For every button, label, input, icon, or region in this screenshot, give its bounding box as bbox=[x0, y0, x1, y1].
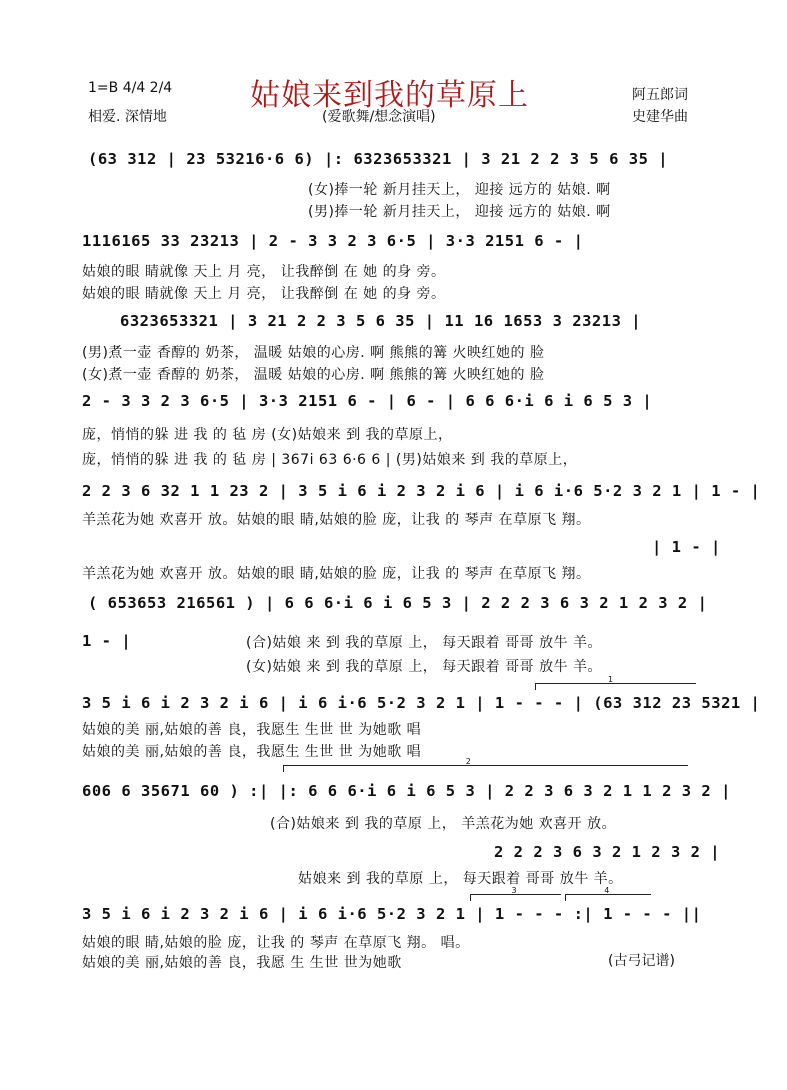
staff-line-2: 1116165 33 23213 | 2 - 3 3 2 3 6·5 | 3·3 2151 6 - | bbox=[82, 232, 584, 250]
lyric-line: (女)捧一轮 新月挂天上， 迎接 远方的 姑娘. 啊 bbox=[308, 182, 611, 198]
lyric-line: (女)姑娘 来 到 我的草原 上， 每天跟着 哥哥 放牛 羊。 bbox=[246, 659, 603, 675]
composer: 史建华曲 bbox=[632, 109, 688, 125]
lyric-line: 姑娘的眼 睛就像 天上 月 亮， 让我醉倒 在 她 的身 旁。 bbox=[82, 286, 446, 302]
staff-line-5: 2 2 3 6 32 1 1 23 2 | 3 5 i 6 i 2 3 2 i 6 | i 6 i·6 5·2 3 2 1 | 1 - | bbox=[82, 482, 761, 500]
lyric-line: (合)姑娘来 到 我的草原 上， 羊羔花为她 欢喜开 放。 bbox=[270, 816, 617, 832]
lyric-line: (男)煮一壶 香醇的 奶茶， 温暖 姑娘的心房. 啊 熊熊的篝 火映红她的 脸 bbox=[82, 345, 545, 361]
staff-line-3: 6323653321 | 3 21 2 2 3 5 6 35 | 11 16 1653 3 23213 | bbox=[120, 312, 642, 330]
lyricist: 阿五郎词 bbox=[632, 87, 688, 103]
lyric-line: 姑娘的眼 睛,姑娘的脸 庞，让我 的 琴声 在草原飞 翔。 唱。 bbox=[82, 935, 470, 951]
staff-line-12: 3 5 i 6 i 2 3 2 i 6 | i 6 i·6 5·2 3 2 1 | 1 - - - :| 1 - - - || bbox=[82, 905, 702, 923]
transcriber-credit: (古弓记谱) bbox=[608, 953, 675, 969]
lyric-line: 羊羔花为她 欢喜开 放。姑娘的眼 睛,姑娘的脸 庞，让我 的 琴声 在草原飞 翔。 bbox=[82, 566, 591, 582]
tempo-mood: 相爱. 深情地 bbox=[88, 109, 167, 125]
lyric-line: 庞，悄悄的躲 进 我 的 毡 房 | 367i 63 6·6 6 | (男)姑娘来 到 我的草原上， bbox=[82, 452, 578, 468]
volta-bracket: 3 bbox=[470, 894, 561, 901]
key-signature: 1=B 4/4 2/4 bbox=[88, 80, 173, 96]
lyric-line: (合)姑娘 来 到 我的草原 上， 每天跟着 哥哥 放牛 羊。 bbox=[246, 635, 603, 651]
staff-line-7: ( 653653 216561 ) | 6 6 6·i 6 i 6 5 3 | 2 2 2 3 6 3 2 1 2 3 2 | bbox=[88, 594, 708, 612]
staff-line-6: | 1 - | bbox=[652, 538, 721, 556]
staff-line-4: 2 - 3 3 2 3 6·5 | 3·3 2151 6 - | 6 - | 6 6 6·i 6 i 6 5 3 | bbox=[82, 392, 653, 410]
staff-line-10: 606 6 35671 60 ) :| |: 6 6 6·i 6 i 6 5 3 | 2 2 3 6 3 2 1 1 2 3 2 | bbox=[82, 782, 731, 800]
staff-line-9: 3 5 i 6 i 2 3 2 i 6 | i 6 i·6 5·2 3 2 1 | 1 - - - | (63 312 23 5321 | bbox=[82, 694, 761, 712]
lyric-line: 姑娘的美 丽,姑娘的善 良，我愿生 生世 世 为她歌 唱 bbox=[82, 722, 422, 738]
staff-line-8: 1 - | bbox=[82, 632, 132, 650]
staff-line-1: (63 312 | 23 53216·6 6) |: 6323653321 | 3 21 2 2 3 5 6 35 | bbox=[88, 150, 669, 168]
staff-line-11: 2 2 2 3 6 3 2 1 2 3 2 | bbox=[494, 843, 721, 861]
lyric-line: 姑娘来 到 我的草原 上， 每天跟着 哥哥 放牛 羊。 bbox=[298, 871, 623, 887]
volta-bracket: 1 bbox=[535, 683, 696, 690]
performers: (爱歌舞/想念演唱) bbox=[322, 109, 436, 125]
lyric-line: 庞，悄悄的躲 进 我 的 毡 房 (女)姑娘来 到 我的草原上， bbox=[82, 427, 453, 443]
lyric-line: (男)捧一轮 新月挂天上， 迎接 远方的 姑娘. 啊 bbox=[308, 204, 611, 220]
lyric-line: 姑娘的美 丽,姑娘的善 良，我愿 生 生世 世为她歌 bbox=[82, 955, 402, 971]
volta-bracket: 2 bbox=[283, 765, 688, 772]
lyric-line: 羊羔花为她 欢喜开 放。姑娘的眼 睛,姑娘的脸 庞，让我 的 琴声 在草原飞 翔。 bbox=[82, 512, 591, 528]
volta-bracket: 4 bbox=[565, 894, 651, 901]
lyric-line: 姑娘的美 丽,姑娘的善 良，我愿生 生世 世 为她歌 唱 bbox=[82, 744, 422, 760]
lyric-line: 姑娘的眼 睛就像 天上 月 亮， 让我醉倒 在 她 的身 旁。 bbox=[82, 264, 446, 280]
song-title: 姑娘来到我的草原上 bbox=[250, 78, 529, 113]
lyric-line: (女)煮一壶 香醇的 奶茶， 温暖 姑娘的心房. 啊 熊熊的篝 火映红她的 脸 bbox=[82, 367, 545, 383]
